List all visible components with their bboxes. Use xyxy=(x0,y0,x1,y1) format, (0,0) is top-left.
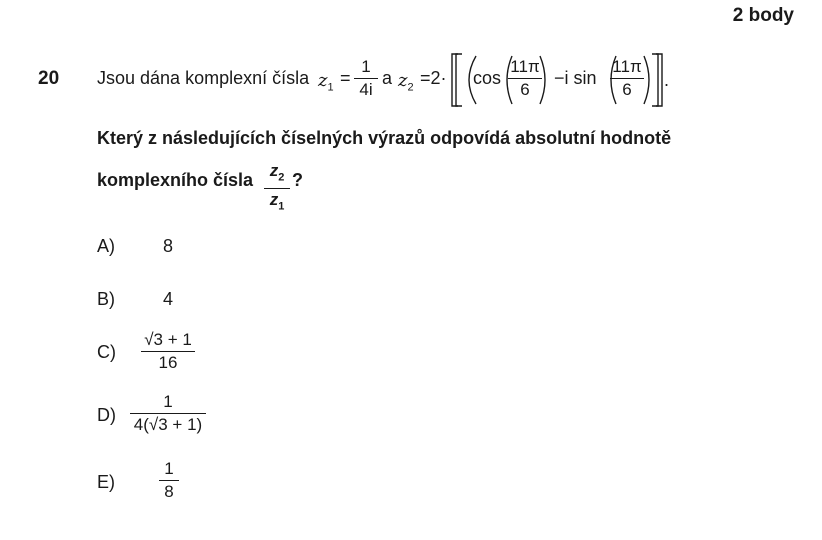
question-ask-line1: Který z následujících číselných výrazů odpovídá absolutní hodnotě xyxy=(97,128,672,148)
cos-label: cos xyxy=(473,68,502,88)
option-e-numerator: 1 xyxy=(164,459,174,478)
option-e-label[interactable]: E) xyxy=(97,472,115,492)
question-mark: ? xyxy=(292,170,303,190)
question-number: 20 xyxy=(38,68,60,89)
option-c-numerator: √3 + 1 xyxy=(144,330,192,349)
cos-angle-fraction: 11π 6 xyxy=(508,56,542,101)
option-a-value: 8 xyxy=(163,236,174,256)
option-d-denominator: 4(√3 + 1) xyxy=(133,415,203,434)
option-e-fraction xyxy=(159,458,179,503)
z2-over-z1-fraction: $z_2$ $z_1$ xyxy=(264,160,290,218)
z1-numerator: 1 xyxy=(361,57,371,76)
z1-denominator: 4i xyxy=(359,80,373,99)
sin-angle-fraction: 11π 6 xyxy=(610,56,644,101)
z2-prefix: =2· xyxy=(420,68,447,88)
option-a-label[interactable]: A) xyxy=(97,236,115,256)
z1-fraction xyxy=(354,56,378,101)
z2-symbol: $z_2$ xyxy=(398,70,414,94)
option-d-label[interactable]: D) xyxy=(97,405,116,425)
option-c-denominator: 16 xyxy=(158,353,178,372)
option-d-fraction xyxy=(130,391,206,436)
and-word: a xyxy=(382,68,393,88)
statement-period: . xyxy=(664,70,670,90)
option-e-denominator: 8 xyxy=(164,482,174,501)
z1-symbol: $z_1$ xyxy=(318,70,334,94)
points-label: 2 body xyxy=(732,5,794,26)
minus-isin-label: −i sin xyxy=(554,68,597,88)
option-d-numerator: 1 xyxy=(163,392,173,411)
option-c-fraction xyxy=(141,329,195,374)
option-b-value: 4 xyxy=(163,289,174,309)
question-intro: Jsou dána komplexní čísla xyxy=(97,68,310,88)
option-b-label[interactable]: B) xyxy=(97,289,115,309)
question-ask-line2: komplexního čísla xyxy=(97,170,254,190)
equals-sign: = xyxy=(340,68,351,88)
option-c-label[interactable]: C) xyxy=(97,342,116,362)
